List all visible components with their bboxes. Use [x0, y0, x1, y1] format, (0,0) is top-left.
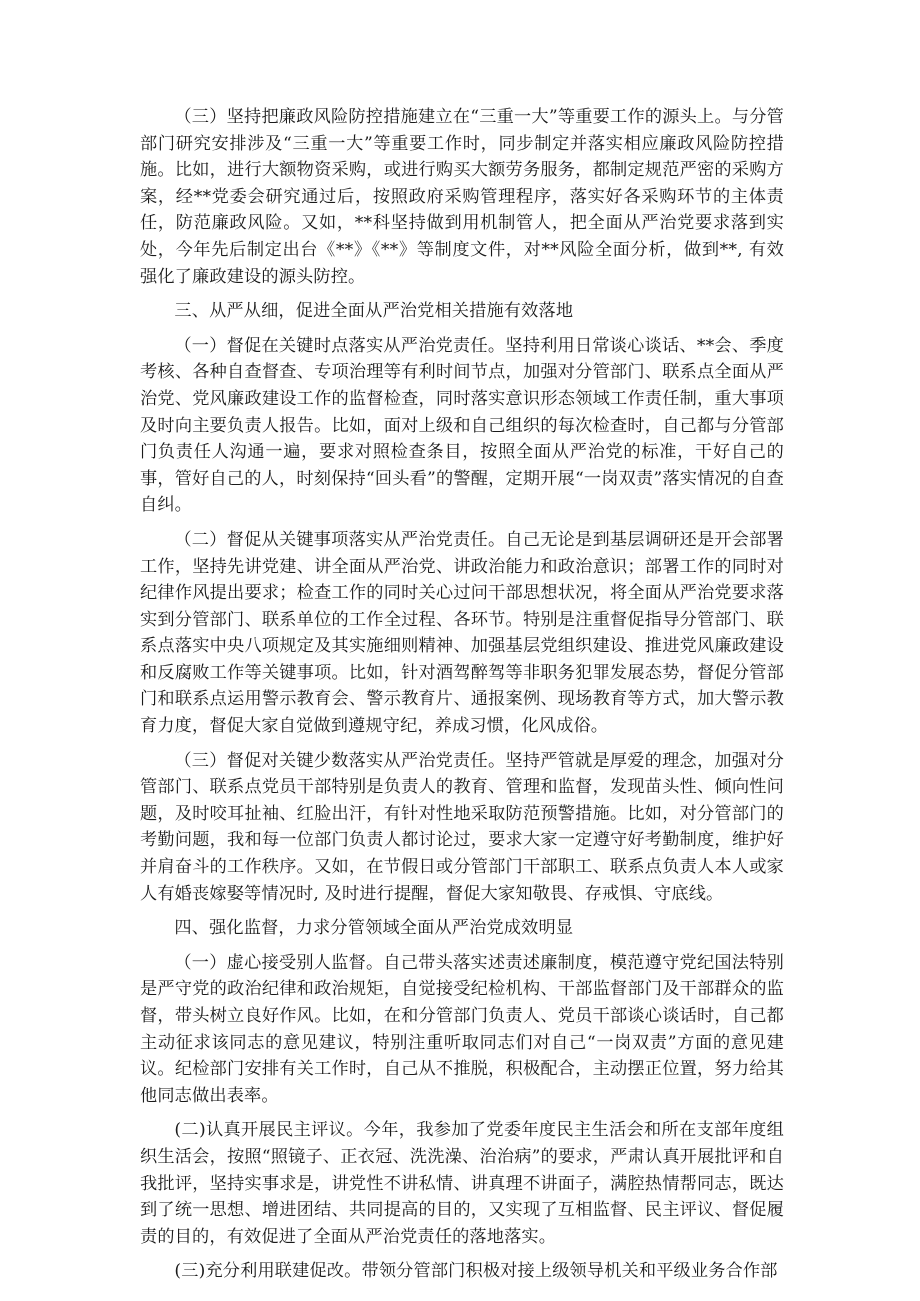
paragraph-key-minority: （三）督促对关键少数落实从严治党责任。坚持严管就是厚爱的理念，加强对分管部门、联系点党员干部特别是负责人的教育、管理和监督，发现苗头性、倾向性问题，及时咬耳扯袖、红脸出汗，有针对性地采取防范预警措施。比如，对分管部门的考勤问题，我和每一位部门负责人都讨论过，要求大家一定遵守好考勤制度，维护好并肩奋斗的工作秩序。又如，在节假日或分管部门干部职工、联系点负责人本人或家人有婚丧嫁娶等情况时, 及时进行提醒，督促大家知敬畏、存戒惧、守底线。: [140, 750, 784, 904]
paragraph-key-timepoints: （一）督促在关键时点落实从严治党责任。坚持利用日常谈心谈话、**会、季度考核、各种自查督查、专项治理等有利时间节点，加强对分管部门、联系点全面从严治党、党风廉政建设工作的监督检查，同时落实意识形态领域工作责任制，重大事项及时向主要负责人报告。比如，面对上级和自己组织的每次检查时，自己都与分管部门负责任人沟通一遍，要求对照检查条目，按照全面从严治党的标准，干好自己的事，管好自己的人，时刻保持“回头看”的警醒，定期开展“一岗双责”落实情况的自查自纠。: [140, 335, 784, 516]
paragraph-democratic-review: (二)认真开展民主评议。今年，我参加了党委年度民主生活会和所在支部年度组织生活会，按照“照镜子、正衣冠、洗洗澡、治治病”的要求，严肃认真开展批评和自我批评，坚持实事求是，讲党性不讲私情、讲真理不讲面子，满腔热情帮同志，既达到了统一思想、增进团结、共同提高的目的，又实现了互相监督、民主评议、督促履责的目的，有效促进了全面从严治党责任的落地落实。: [140, 1120, 784, 1247]
paragraph-joint-construction: (三)充分利用联建促改。带领分管部门积极对接上级领导机关和平级业务合作部: [174, 1261, 778, 1282]
paragraph-risk-control: （三）坚持把廉政风险防控措施建立在“三重一大”等重要工作的源头上。与分管部门研究安排涉及“三重一大”等重要工作时，同步制定并落实相应廉政风险防控措施。比如，进行大额物资采购，或进行购买大额劳务服务，都制定规范严密的采购方案，经**党委会研究通过后，按照政府采购管理程序，落实好各采购环节的主体责任，防范廉政风险。又如，**科坚持做到用机制管人，把全面从严治党要求落到实处，今年先后制定出台《**》《**》等制度文件，对**风险全面分析，做到**, 有效强化了廉政建设的源头防控。: [140, 107, 784, 287]
section-heading-4: 四、强化监督，力求分管领域全面从严治党成效明显: [174, 918, 574, 939]
section-heading-3: 三、从严从细，促进全面从严治党相关措施有效落地: [174, 301, 574, 322]
paragraph-key-matters: （二）督促从关键事项落实从严治党责任。自己无论是到基层调研还是开会部署工作，坚持先讲党建、讲全面从严治党、讲政治能力和政治意识；部署工作的同时对纪律作风提出要求；检查工作的同时关心过问干部思想状况，将全面从严治党要求落实到分管部门、联系单位的工作全过程、各环节。特别是注重督促指导分管部门、联系点落实中央八项规定及其实施细则精神、加强基层党组织建设、推进党风廉政建设和反腐败工作等关键事项。比如，针对酒驾醉驾等非职务犯罪发展态势，督促分管部门和联系点运用警示教育会、警示教育片、通报案例、现场教育等方式，加大警示教育力度，督促大家自觉做到遵规守纪，养成习惯，化风成俗。: [140, 529, 784, 737]
paragraph-accept-supervision: （一）虚心接受别人监督。自己带头落实述责述廉制度，模范遵守党纪国法特别是严守党的政治纪律和政治规矩，自觉接受纪检机构、干部监督部门及干部群众的监督，带头树立良好作风。比如，在和分管部门负责人、党员干部谈心谈话时，自己都主动征求该同志的意见建议，特别注重听取同志们对自己“一岗双责”方面的意见建议。纪检部门安排有关工作时，自己从不推脱，积极配合，主动摆正位置，努力给其他同志做出表率。: [140, 952, 784, 1106]
document-page: [140, 104, 784, 1285]
